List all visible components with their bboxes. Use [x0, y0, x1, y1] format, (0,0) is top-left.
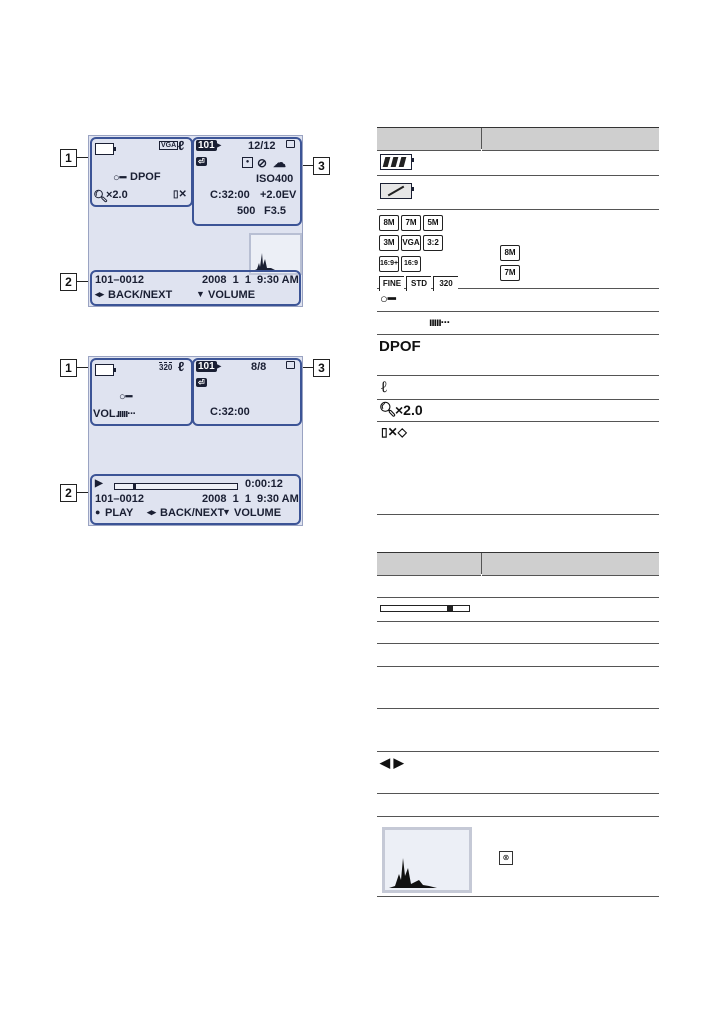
- size-5m-icon: 5M: [423, 215, 443, 231]
- playback-progress-marker: [133, 484, 136, 489]
- row-divider: [377, 334, 659, 335]
- error-icon: ⊗: [499, 851, 513, 865]
- memory-icon: [286, 140, 295, 148]
- folder-icon: 101: [198, 361, 215, 372]
- print-mark-icon: ℓ: [178, 138, 185, 153]
- battery-change-icon: ▯✕: [173, 189, 187, 200]
- playback-progress-bar: [114, 483, 238, 490]
- row-divider: [377, 175, 659, 176]
- volume-level-icon: ııııı···: [117, 408, 136, 420]
- movie-fine-icon: FINE: [379, 276, 404, 291]
- table-column-divider: [481, 574, 482, 797]
- file-number: 101–0012: [95, 493, 144, 505]
- protect-icon: ○━: [380, 291, 396, 306]
- battery-change-icon: ▯✕◇: [381, 425, 407, 439]
- row-divider: [377, 666, 659, 667]
- print-mark-icon: ℓ: [381, 379, 387, 396]
- playback-counter: 0:00:12: [245, 478, 283, 490]
- scene-icon: ☁: [273, 155, 286, 170]
- nav-arrows-icon: ◀ ▶: [380, 755, 404, 770]
- histogram: [249, 233, 302, 275]
- table-header: [377, 552, 659, 576]
- volume-label: VOLUME: [208, 289, 256, 301]
- row-divider: [377, 896, 659, 897]
- dpof-mark: DPOF: [379, 338, 421, 355]
- image-count: 12/12: [248, 140, 276, 152]
- callout-1-top: 1: [60, 149, 77, 167]
- folder-arrow-icon: ▸: [216, 361, 222, 372]
- row-divider: [377, 621, 659, 622]
- playback-bar-icon: [380, 605, 470, 612]
- protect-icon: ○━: [113, 172, 127, 184]
- callout-2-top: 2: [60, 273, 77, 291]
- zoom-value: ×2.0: [395, 402, 423, 418]
- size-note-icons: [499, 242, 525, 282]
- image-size-icon: VGA: [161, 142, 177, 149]
- row-divider: [377, 375, 659, 376]
- size-7m-note-icon: 7M: [500, 265, 520, 281]
- row-divider: [377, 311, 659, 312]
- row-divider: [377, 597, 659, 598]
- recording-folder-icon: ⏎: [198, 378, 205, 387]
- callout-3-top: 3: [313, 157, 330, 175]
- zoom-value: ×2.0: [106, 189, 128, 201]
- battery-low-icon: [380, 183, 412, 199]
- movie-playback-screen: [88, 356, 303, 526]
- nav-label: BACK/NEXT: [160, 507, 225, 519]
- date: 2008 1 1: [202, 274, 251, 286]
- time: 9:30 AM: [257, 493, 299, 505]
- size-7m-icon: 7M: [401, 215, 421, 231]
- volume-label: VOLUME: [234, 507, 282, 519]
- recordable-time: C:32:00: [210, 189, 250, 201]
- image-size-icons: [378, 212, 480, 292]
- volume-level-icon: ııııı···: [429, 315, 450, 329]
- zoom-icon: 🔍︎: [379, 401, 397, 417]
- table-header: [377, 127, 659, 151]
- histogram-graph: [385, 830, 469, 890]
- metering-icon: ●: [242, 157, 253, 168]
- time: 9:30 AM: [257, 274, 299, 286]
- exposure-comp: +2.0EV: [260, 189, 297, 201]
- row-divider: [377, 708, 659, 709]
- folder-arrow-icon: ▸: [216, 140, 222, 151]
- battery-full-icon: [380, 154, 412, 170]
- size-8m-note-icon: 8M: [500, 245, 520, 261]
- row-divider: [377, 643, 659, 644]
- size-8m-icon: 8M: [379, 215, 399, 231]
- callout-2-bottom: 2: [60, 484, 77, 502]
- nav-arrows-icon: ◂▸: [147, 507, 157, 517]
- legend-table-1: [377, 127, 659, 516]
- row-divider: [377, 421, 659, 422]
- battery-icon: [95, 364, 114, 376]
- nav-label: BACK/NEXT: [108, 289, 173, 301]
- size-16-9-icon: 16:9: [401, 256, 421, 272]
- recordable-time: C:32:00: [210, 406, 250, 418]
- movie-std-icon: STD: [406, 276, 431, 291]
- recording-folder-icon: ⏎: [198, 157, 205, 166]
- zoom-icon: 🔍︎: [93, 189, 109, 203]
- size-vga-icon: VGA: [401, 235, 421, 251]
- volume-arrow-icon: ▼: [196, 289, 205, 299]
- callout-1-bottom: 1: [60, 359, 77, 377]
- battery-icon: [95, 143, 114, 155]
- callout-3-bottom: 3: [313, 359, 330, 377]
- histogram: [382, 827, 472, 893]
- date: 2008 1 1: [202, 493, 251, 505]
- dpof-mark: DPOF: [130, 171, 161, 183]
- row-divider: [377, 816, 659, 817]
- row-divider: [377, 514, 659, 515]
- print-mark-icon: ℓ: [178, 359, 185, 374]
- file-number: 101–0012: [95, 274, 144, 286]
- histogram-graph: [251, 235, 300, 273]
- volume-label: VOL.: [93, 408, 119, 420]
- image-count: 8/8: [251, 361, 267, 373]
- table-column-divider: [481, 149, 482, 516]
- row-divider: [377, 209, 659, 210]
- shutter-speed: 500: [237, 205, 256, 217]
- memory-icon: [286, 361, 295, 369]
- protect-icon: ○━: [119, 391, 133, 403]
- iso-value: ISO400: [256, 173, 294, 185]
- play-label: PLAY: [105, 507, 134, 519]
- row-divider: [377, 793, 659, 794]
- size-3-2-icon: 3:2: [423, 235, 443, 251]
- nav-arrows-icon: ◂▸: [95, 289, 105, 299]
- row-divider: [377, 751, 659, 752]
- movie-size-icon: 320: [159, 363, 173, 372]
- aperture: F3.5: [264, 205, 287, 217]
- row-divider: [377, 399, 659, 400]
- movie-320-icon: 320: [433, 276, 458, 291]
- photo-playback-screen: [88, 135, 303, 307]
- play-dot-icon: ●: [95, 507, 101, 517]
- size-3m-icon: 3M: [379, 235, 399, 251]
- volume-arrow-icon: ▼: [222, 507, 231, 517]
- flash-off-icon: ⊘: [257, 156, 268, 170]
- folder-icon: 101: [198, 140, 215, 151]
- play-icon: ▶: [95, 478, 103, 489]
- size-16-9-plus-icon: 16:9+: [379, 256, 399, 272]
- legend-table-2: [377, 552, 659, 862]
